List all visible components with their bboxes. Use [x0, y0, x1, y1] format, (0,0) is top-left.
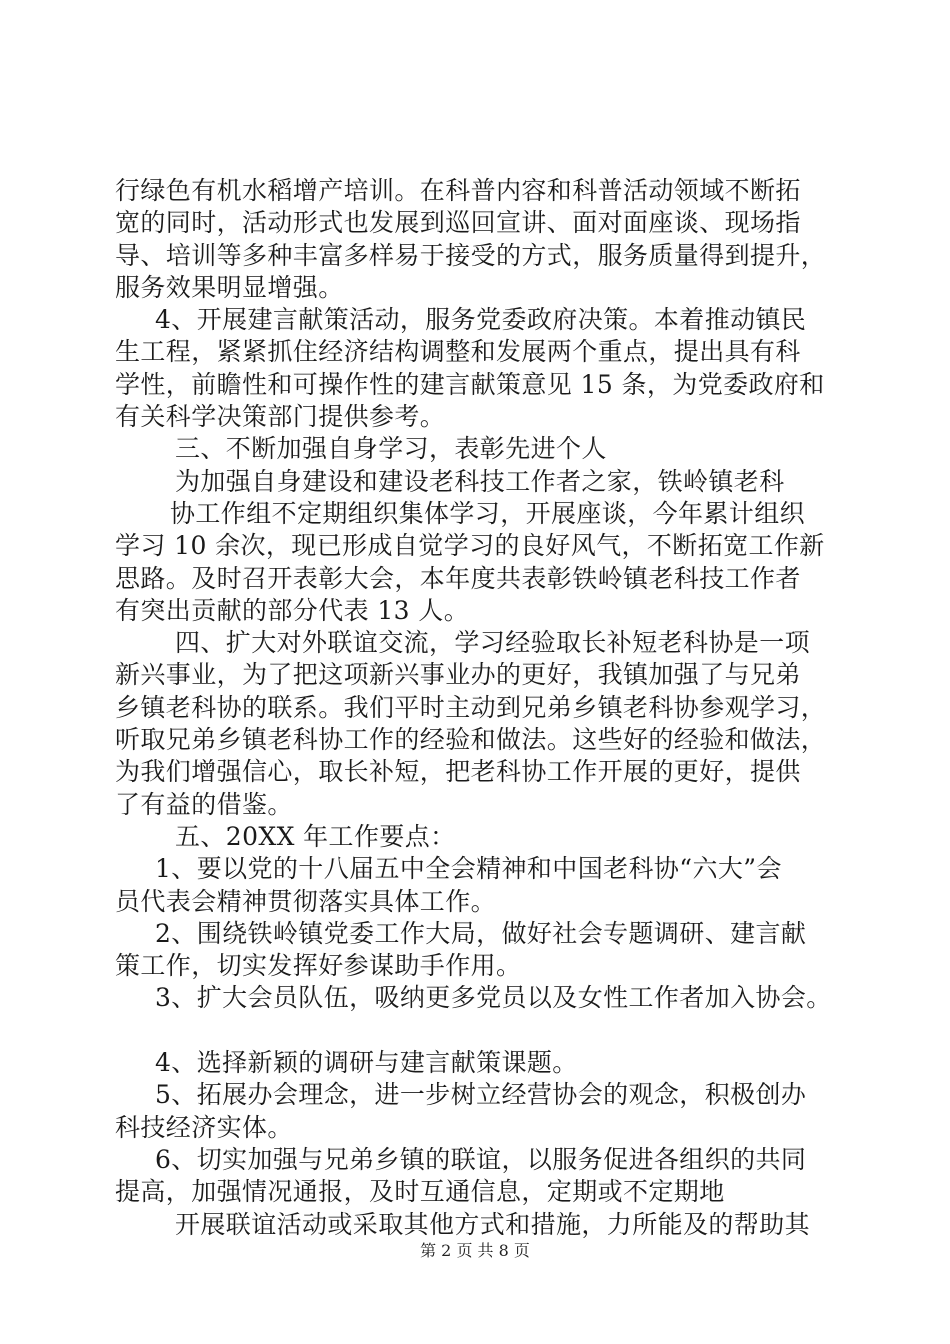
text-line: 乡镇老科协的联系。我们平时主动到兄弟乡镇老科协参观学习，	[115, 692, 827, 722]
list-item: 6、切实加强与兄弟乡镇的联谊，以服务促进各组织的共同	[155, 1144, 807, 1174]
section-heading: 五、20XX 年工作要点：	[175, 821, 456, 851]
text-line: 宽的同时，活动形式也发展到巡回宣讲、面对面座谈、现场指	[115, 208, 801, 238]
list-item: 4、选择新颖的调研与建言献策课题。	[155, 1048, 578, 1078]
text-line: 科技经济实体。	[115, 1112, 293, 1142]
paragraph-start-line: 为加强自身建设和建设老科技工作者之家，铁岭镇老科	[175, 466, 785, 496]
text-line: 思路。及时召开表彰大会，本年度共表彰铁岭镇老科技工作者	[115, 563, 801, 593]
list-item: 5、拓展办会理念，进一步树立经营协会的观念，积极创办	[155, 1080, 807, 1110]
text-line: 有突出贡献的部分代表 13 人。	[115, 595, 470, 625]
text-line: 新兴事业，为了把这项新兴事业办的更好，我镇加强了与兄弟	[115, 660, 801, 690]
text-line: 学性，前瞻性和可操作性的建言献策意见 15 条，为党委政府和	[115, 369, 825, 399]
page-number-footer: 第 2 页 共 8 页	[420, 1241, 530, 1260]
section-heading: 四、扩大对外联谊交流，学习经验取长补短老科协是一项	[175, 628, 811, 658]
text-line: 有关科学决策部门提供参考。	[115, 402, 446, 432]
text-line: 员代表会精神贯彻落实具体工作。	[115, 886, 497, 916]
text-line: 服务效果明显增强。	[115, 272, 344, 302]
document-body	[115, 175, 845, 1241]
list-item: 3、扩大会员队伍，吸纳更多党员以及女性工作者加入协会。	[155, 983, 832, 1013]
section-heading: 三、不断加强自身学习，表彰先进个人	[175, 434, 607, 464]
text-line: 生工程，紧紧抓住经济结构调整和发展两个重点，提出具有科	[115, 337, 801, 367]
list-item: 2、围绕铁岭镇党委工作大局，做好社会专题调研、建言献	[155, 918, 807, 948]
text-line: 导、培训等多种丰富多样易于接受的方式，服务质量得到提升，	[115, 240, 827, 270]
text-line: 学习 10 余次，现已形成自觉学习的良好风气，不断拓宽工作新	[115, 531, 825, 561]
text-line: 协工作组不定期组织集体学习，开展座谈，今年累计组织	[170, 498, 806, 528]
text-line: 为我们增强信心，取长补短，把老科协工作开展的更好，提供	[115, 757, 801, 787]
paragraph-start-line: 4、开展建言献策活动，服务党委政府决策。本着推动镇民	[155, 305, 807, 335]
list-item: 1、要以党的十八届五中全会精神和中国老科协“六大”会	[155, 854, 782, 884]
text-line: 听取兄弟乡镇老科协工作的经验和做法。这些好的经验和做法，	[115, 725, 827, 755]
text-line: 开展联谊活动或采取其他方式和措施，力所能及的帮助其	[175, 1209, 811, 1239]
text-line: 提高，加强情况通报，及时互通信息，定期或不定期地	[115, 1177, 725, 1207]
text-line: 策工作，切实发挥好参谋助手作用。	[115, 951, 522, 981]
blank-line	[115, 1015, 845, 1047]
text-line: 行绿色有机水稻增产培训。在科普内容和科普活动领域不断拓	[115, 176, 801, 205]
text-line: 了有益的借鉴。	[115, 789, 293, 819]
